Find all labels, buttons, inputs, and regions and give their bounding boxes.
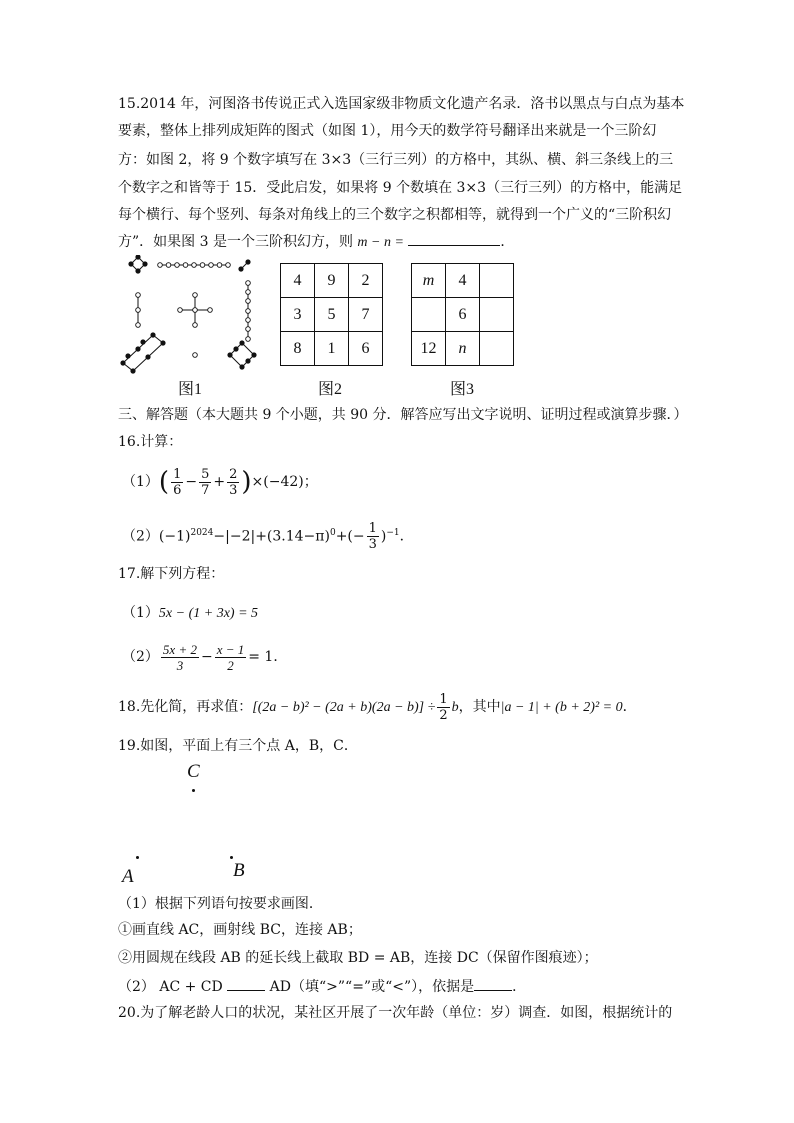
point-b-label: B [233, 860, 245, 881]
fig3-cell [480, 264, 514, 298]
numerator: 5x + 2 [162, 641, 197, 657]
point-a [136, 856, 139, 859]
q17-part2-label: （2） [122, 649, 159, 665]
fig1-caption: 图1 [178, 381, 203, 398]
point-b [230, 856, 233, 859]
fig2-cell: 7 [349, 298, 383, 332]
point-c [192, 789, 195, 792]
denominator: 3 [368, 537, 377, 553]
equation-tail: = 1． [248, 649, 288, 665]
exponent: −1 [386, 528, 400, 538]
q15-expression: m − n = [357, 235, 404, 250]
fig2-cell: 8 [281, 332, 315, 366]
denominator: 2 [227, 657, 234, 673]
fig2-cell: 3 [281, 298, 315, 332]
fig2-cell: 2 [349, 264, 383, 298]
q19-part2 [118, 976, 526, 997]
section-heading: 三、解答题（本大题共 9 个小题，共 90 分．解答应写出文字说明、证明过程或演算步骤．） [118, 407, 688, 423]
q19-part1: （1）根据下列语句按要求画图． [118, 896, 323, 912]
fig3-cell [480, 332, 514, 366]
q15-line6-end: ． [500, 234, 515, 250]
q15-line4: 个数字之和皆等于 15．受此启发，如果将 9 个数填在 3×3（三行三列）的方格中，能满足 [118, 180, 683, 196]
fig3-cell: 12 [412, 332, 446, 366]
expr: (−1) [158, 528, 191, 545]
open-paren: ( [158, 467, 170, 497]
q18-condition: |a − 1| + (b + 2)² = 0 [500, 700, 623, 715]
point-a-label: A [122, 866, 134, 887]
denominator: 3 [176, 657, 184, 673]
fig2-magic-square [280, 263, 383, 366]
q15-line6 [118, 231, 514, 253]
fraction [367, 521, 379, 552]
answer-blank[interactable] [408, 231, 500, 246]
q19-part2-end: ． [512, 979, 527, 995]
fig2-cell: 6 [349, 332, 383, 366]
q15-line6-text: 方”．如果图 3 是一个三阶积幻方，则 [118, 234, 353, 250]
q18 [118, 690, 637, 725]
fraction [215, 642, 247, 673]
q17-title: 17.解下列方程： [118, 566, 225, 582]
numerator: x − 1 [216, 641, 245, 657]
q15-line1: 15.2014 年，河图洛书传说正式入选国家级非物质文化遗产名录．洛书以黑点与白点为基本 [118, 96, 685, 112]
fig3-cell-n: n [446, 332, 480, 366]
fig3-product-magic-square [411, 263, 514, 366]
fraction [199, 467, 211, 498]
fig3-cell: 6 [446, 298, 480, 332]
fig2-cell: 4 [281, 264, 315, 298]
denominator: 6 [173, 482, 182, 498]
q16-part1-label: （1） [122, 474, 159, 490]
q19-part2-text: AD（填“>”“=”或“<”），依据是 [269, 979, 475, 995]
q18-prefix: 18.先化简，再求值： [118, 699, 253, 715]
q15-line2: 要素，整体上排列成矩阵的图式（如图 1），用今天的数学符号翻译出来就是一个三阶幻 [118, 123, 657, 139]
fig2-cell: 9 [315, 264, 349, 298]
expr: ) [380, 528, 387, 545]
fig3-caption: 图3 [450, 381, 475, 398]
close-paren: ) [241, 467, 252, 497]
q17-part2: （2） $\frac{5x + 2}{3}$ − $\frac{x - 1}{2}$ = 1． [122, 641, 288, 673]
q16-part1: （1）( $\frac{1}{6}$ − $\frac{5}{7}$ + $\frac{2}{3}$ )×(−42)； [122, 466, 318, 498]
expr: +(− [335, 528, 365, 545]
fraction [161, 642, 199, 673]
q18-condition-label: ，其中 [458, 699, 501, 715]
answer-blank[interactable] [227, 976, 265, 991]
fig2-cell: 1 [315, 332, 349, 366]
q19-item1: ①画直线 AC，画射线 BC，连接 AB； [118, 922, 362, 938]
fraction [227, 467, 239, 498]
point-c-label: C [187, 761, 200, 782]
expr: −|−2|+(3.14−π) [213, 528, 330, 545]
exponent: 2024 [190, 528, 214, 538]
q20-text: 20.为了解老龄人口的状况，某社区开展了一次年龄（单位：岁）调查．如图，根据统计的 [118, 1005, 673, 1021]
fig3-cell-m: m [412, 264, 446, 298]
denominator: 3 [229, 482, 238, 498]
fig2-caption: 图2 [318, 381, 343, 398]
denominator: 2 [439, 707, 448, 723]
q19-title: 19.如图，平面上有三个点 A，B，C． [118, 738, 358, 754]
fig3-cell: 4 [446, 264, 480, 298]
answer-blank[interactable] [474, 976, 512, 991]
q19-item2: ②用圆规在线段 AB 的延长线上截取 BD = AB，连接 DC（保留作图痕迹）； [118, 950, 598, 966]
numerator: 1 [173, 466, 182, 482]
denominator: 7 [201, 482, 210, 498]
q15-line5: 每个横行、每个竖列、每条对角线上的三个数字之积都相等，就得到一个广义的“三阶积幻 [118, 207, 672, 223]
numerator: 1 [439, 691, 448, 707]
expr-end: ． [399, 528, 414, 545]
q18-end: ． [622, 699, 637, 715]
fig1-luoshu-diagram [118, 255, 258, 375]
fraction [171, 467, 183, 498]
numerator: 5 [201, 466, 210, 482]
q16-part2-label: （2） [122, 528, 159, 545]
q17-part1 [122, 603, 258, 624]
variable-b: b [451, 700, 459, 715]
q16-part1-tail: ×(−42)； [251, 474, 318, 490]
q17-part1-label: （1） [122, 605, 159, 621]
fig3-cell [480, 298, 514, 332]
fig2-cell: 5 [315, 298, 349, 332]
q16-part2 [122, 516, 414, 554]
q15-line3: 方：如图 2，将 9 个数字填写在 3×3（三行三列）的方格中，其纵、横、斜三条线上的三 [118, 152, 674, 168]
q16-title: 16.计算： [118, 434, 183, 450]
numerator: 1 [368, 521, 377, 537]
numerator: 2 [229, 466, 238, 482]
exponent: 0 [329, 528, 336, 538]
fig3-cell [412, 298, 446, 332]
fraction [437, 692, 449, 723]
equation: 5x − (1 + 3x) = 5 [158, 606, 259, 621]
q18-expression: [(2a − b)² − (2a + b)(2a − b)] ÷ [252, 700, 436, 715]
q19-part2-expr: （2） AC + CD [118, 979, 223, 995]
